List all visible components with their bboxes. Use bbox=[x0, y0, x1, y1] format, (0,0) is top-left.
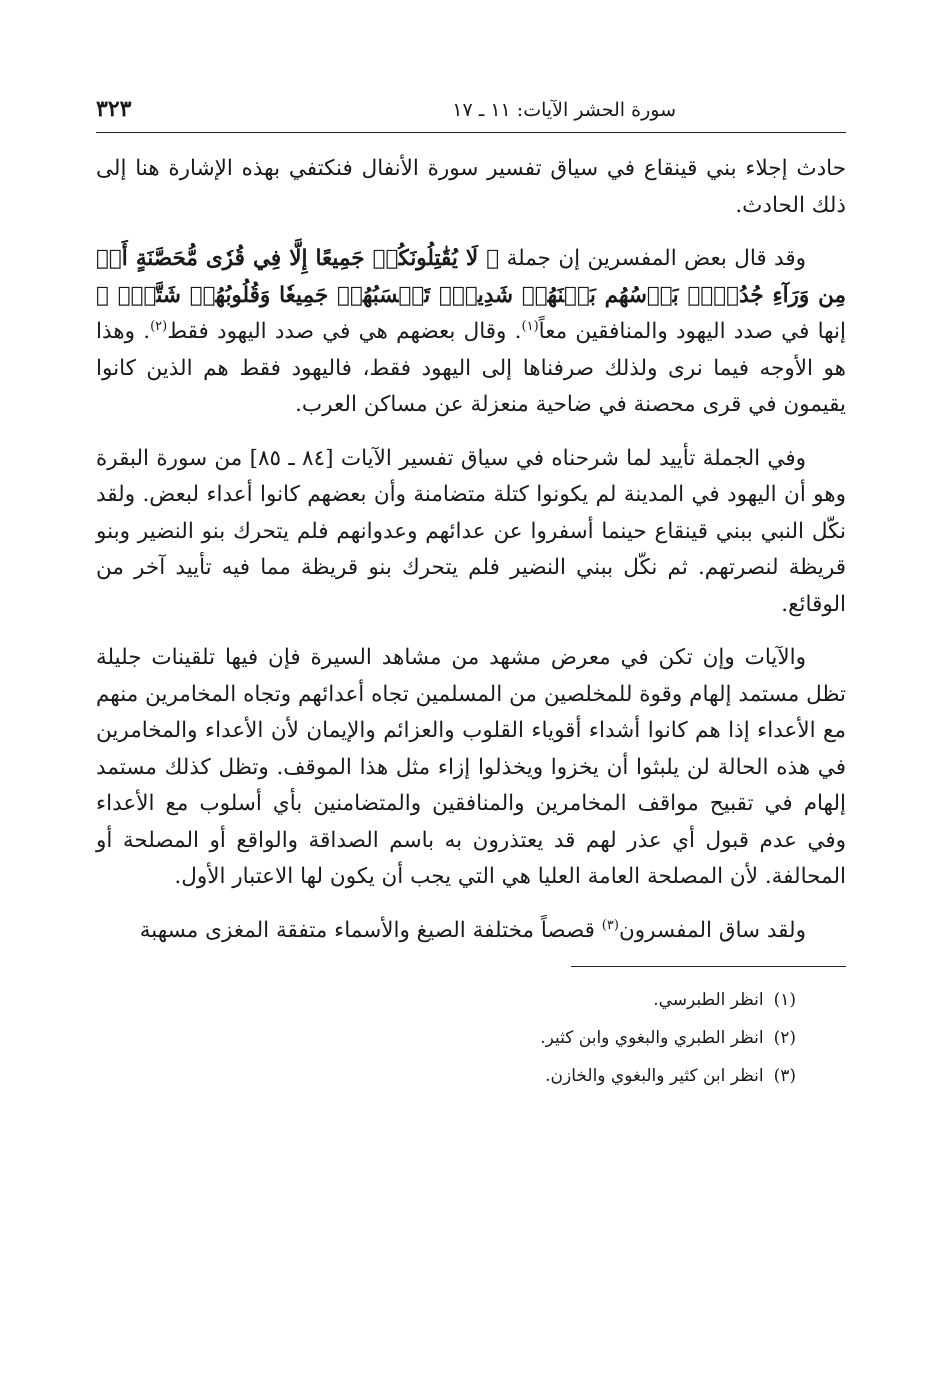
footnote-number: (٣) bbox=[773, 1066, 796, 1086]
page-number: ٣٢٣ bbox=[96, 96, 132, 122]
running-title: سورة الحشر الآيات: ١١ ـ ١٧ bbox=[452, 99, 676, 121]
footnote-number: (٢) bbox=[773, 1028, 796, 1048]
paragraph-2-text-a: إنها في صدد اليهود والمنافقين معاً bbox=[538, 319, 847, 344]
book-page bbox=[96, 96, 846, 1095]
footnote-ref-2: (٢) bbox=[150, 318, 168, 334]
paragraph-5-intro: ولقد ساق المفسرون bbox=[618, 917, 806, 943]
footnote-ref-3: (٣) bbox=[601, 917, 619, 933]
paragraph-1: حادث إجلاء بني قينقاع في سياق تفسير سورة الأنفال فنكتفي بهذه الإشارة هنا إلى ذلك الحادث. bbox=[96, 156, 846, 218]
paragraph-2-text-c: . وهذا هو الأوجه فيما نرى ولذلك صرفناها إلى اليهود فقط، فاليهود فقط هم الذين كانوا يقيمون في قرى محصنة في ضاحية منعزلة عن مساكن العرب. bbox=[96, 319, 846, 417]
running-head bbox=[96, 96, 846, 133]
footnote-text: انظر ابن كثير والبغوي والخازن. bbox=[545, 1066, 764, 1086]
footnote-separator bbox=[571, 966, 846, 967]
paragraph-5-text: قصصاً مختلفة الصيغ والأسماء متفقة المغزى مسهبة bbox=[139, 917, 602, 943]
paragraph-5 bbox=[96, 913, 846, 950]
footnote-2 bbox=[96, 1019, 796, 1057]
body-text bbox=[96, 151, 846, 949]
quran-verse: ﴿ لَا يُقَٰتِلُونَكُمۡ جَمِيعًا إِلَّا فِي قُرٗى مُّحَصَّنَةٍ أَوۡ مِن وَرَآءِ جُدُرِۭۚ بَأۡسُهُم بَيۡنَهُمۡ شَدِيدٞۚ تَحۡسَبُهُمۡ جَمِيعٗا وَقُلُوبُهُمۡ شَتَّىٰۚ ﴾ bbox=[96, 246, 846, 308]
footnote-ref-1: (١) bbox=[521, 318, 539, 334]
footnote-text: انظر الطبرسي. bbox=[653, 990, 764, 1010]
footnotes bbox=[96, 981, 846, 1095]
footnote-3 bbox=[96, 1057, 796, 1095]
paragraph-2-intro: وقد قال بعض المفسرين إن جملة bbox=[506, 246, 806, 271]
footnote-text: انظر الطبري والبغوي وابن كثير. bbox=[540, 1028, 764, 1048]
paragraph-3: وفي الجملة تأييد لما شرحناه في سياق تفسير الآيات [٨٤ ـ ٨٥] من سورة البقرة وهو أن اليهود في المدينة لم يكونوا كتلة متضامنة وأن بعضهم كانوا أعداء لبعض. ولقد نكّل النبي ببني قينقاع حينما أسفروا عن عدائهم وعدوانهم فلم يتحرك بنو النضير وبنو قريظة لنصرتهم. ثم نكّل ببني النضير فلم يتحرك بنو قريظة مما فيه تأييد آخر من الوقائع. bbox=[96, 445, 846, 617]
paragraph-2-text-b: . وقال بعضهم هي في صدد اليهود فقط bbox=[167, 319, 522, 344]
paragraph-4: والآيات وإن تكن في معرض مشهد من مشاهد السيرة فإن فيها تلقينات جليلة تظل مستمد إلهام وقوة للمخلصين من المسلمين تجاه أعدائهم وتجاه المخامرين منهم مع الأعداء إذا هم كانوا أشداء أقوياء القلوب والعزائم والإيمان لأن الأعداء والمخامرين في هذه الحالة لن يلبثوا أن يخزوا ويخذلوا إزاء مثل هذا الموقف. وتظل كذلك مستمد إلهام في تقبيح مواقف المخامرين والمنافقين والمتضامنين بأي أسلوب مع الأعداء وفي عدم قبول أي عذر لهم قد يعتذرون به باسم الصداقة والواقع أو المصلحة أو المحالفة. لأن المصلحة العامة العليا هي التي يجب أن يكون لها الاعتبار الأول. bbox=[96, 645, 846, 889]
footnote-number: (١) bbox=[773, 990, 796, 1010]
footnote-1 bbox=[96, 981, 796, 1019]
paragraph-2 bbox=[96, 241, 846, 424]
